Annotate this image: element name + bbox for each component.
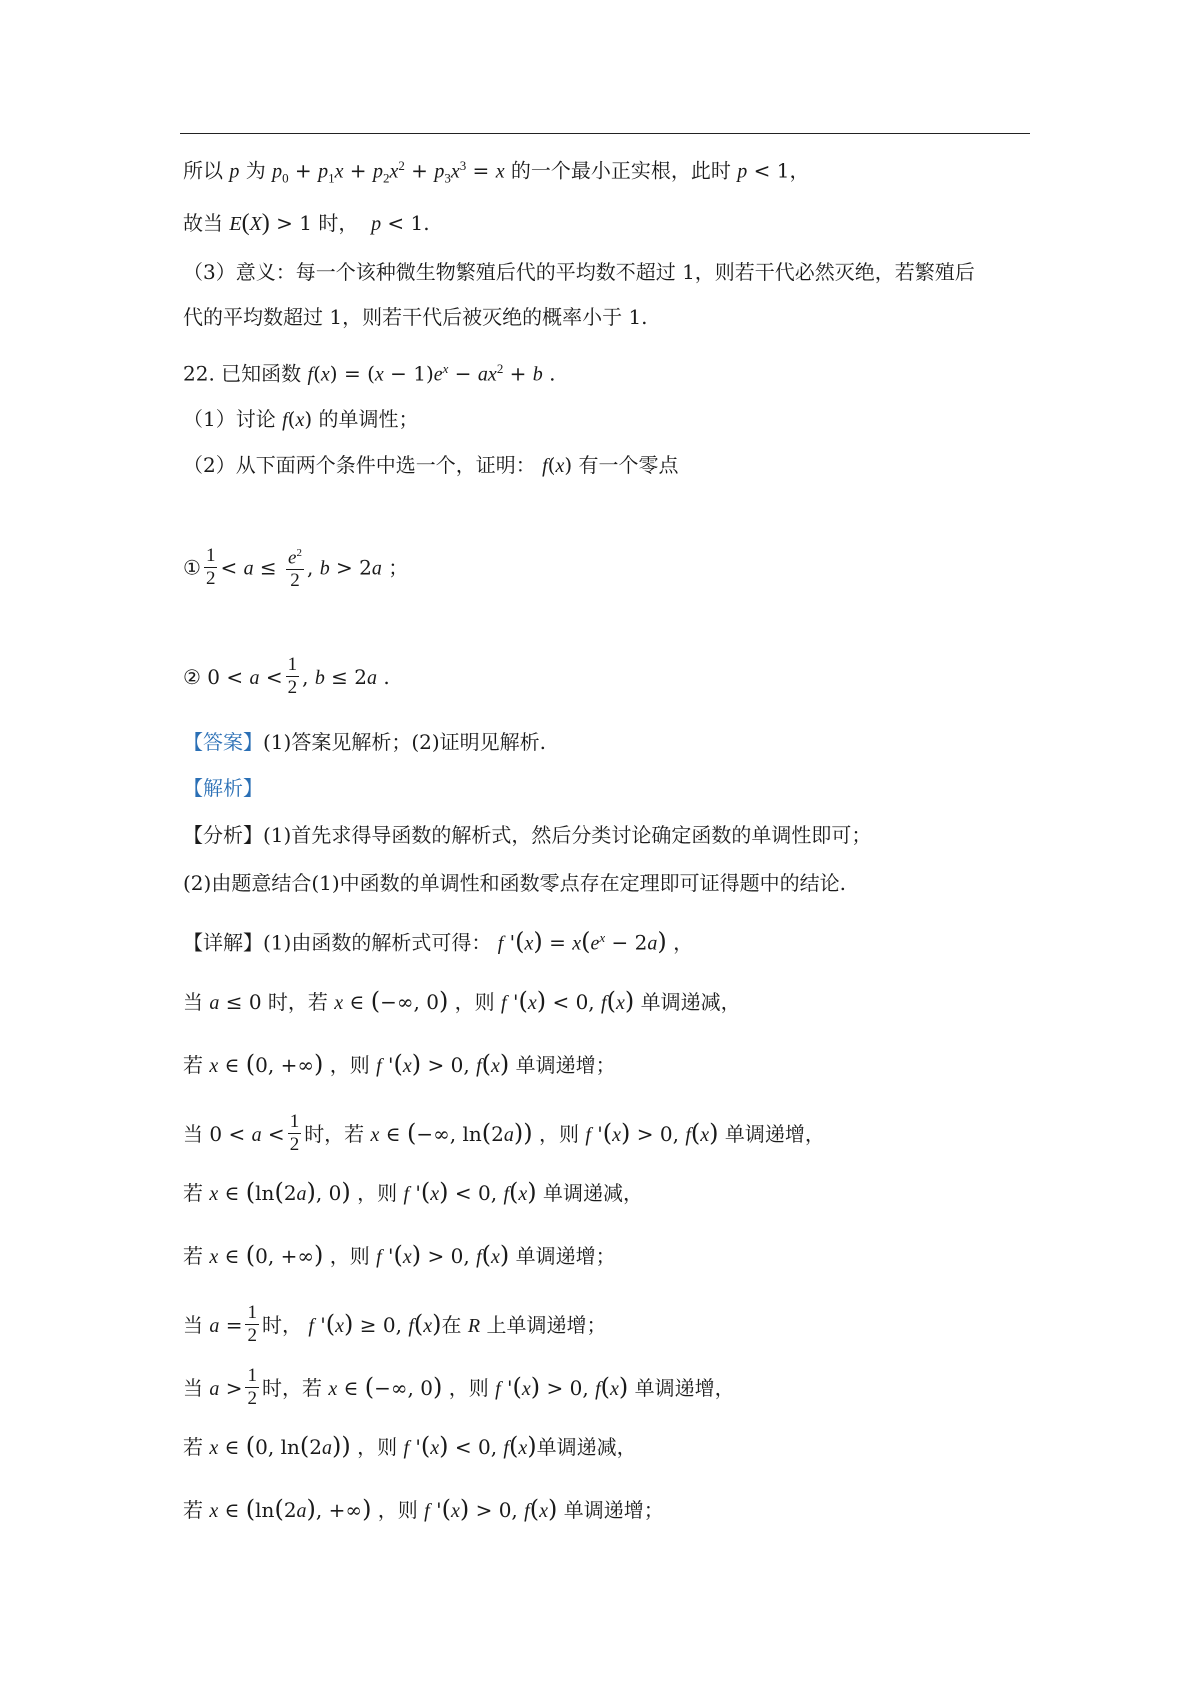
case-a-between-mid: 若 x ∈ (ln(2a), 0) ，则 f '(x) < 0, f(x) 单调递减，: [183, 1178, 644, 1206]
case-a-le-0: 当 a ≤ 0 时，若 x ∈ (−∞, 0) ，则 f '(x) < 0, f(x) 单调递减，: [183, 987, 741, 1015]
case-a-le-0-positive: 若 x ∈ (0, +∞) ，则 f '(x) > 0, f(x) 单调递增；: [183, 1050, 616, 1078]
problem-22-statement: 22. 已知函数 $f(x) = (x - 1)e^x - ax^2 + b$ .: [183, 361, 556, 386]
case-a-between-positive: 若 x ∈ (0, +∞) ，则 f '(x) > 0, f(x) 单调递增；: [183, 1241, 616, 1269]
text-line-13: (2)由题意结合(1)中函数的单调性和函数零点存在定理即可证得题中的结论.: [183, 871, 847, 895]
answer-text: (1)答案见解析；(2)证明见解析.: [263, 730, 547, 754]
case-a-between: 当 0 < a < $\frac{1}{2}$ 时，若 x ∈ (−∞, ln(2a)) ，则 f '(x) > 0, f(x) 单调递增，: [183, 1111, 825, 1155]
detail-derivative: 【详解】(1)由函数的解析式可得： f '$(x) = x(e^x - 2a)$ ，: [183, 927, 694, 956]
text-line-2: 故当 E(X) > 1 时， p < 1.: [183, 210, 430, 236]
analysis-heading: [183, 774, 263, 802]
case-a-half: 当 a = $\frac{1}{2}$ 时， f '(x) ≥ 0, f(x)在 R 上单调递增；: [183, 1302, 607, 1346]
sub-question-1: （1）讨论 f(x) 的单调性；: [183, 407, 419, 431]
condition-1: ① $\frac{1}{2}$ < a ≤ $\frac{e^2}{2}$ , b > 2a ；: [183, 544, 409, 592]
case-a-gt-half-mid: 若 x ∈ (0, ln(2a)) ，则 f '(x) < 0, f(x)单调递减，: [183, 1432, 637, 1460]
text-line-12: 【分析】(1)首先求得导函数的解析式，然后分类讨论确定函数的单调性即可；: [183, 823, 872, 847]
case-a-gt-half: 当 a > $\frac{1}{2}$ 时，若 x ∈ (−∞, 0) ，则 f '(x) > 0, f(x) 单调递增，: [183, 1365, 735, 1409]
case-a-gt-half-positive: 若 x ∈ (ln(2a), +∞) ，则 f '(x) > 0, f(x) 单调递增；: [183, 1495, 664, 1523]
answer-tag: 【答案】: [183, 730, 263, 754]
text-line-1: 所以 p 为 $p_0 + p_1x + p_2x^2 + p_3x^3 = x$ 的一个最小正实根，此时 p < 1，: [183, 158, 810, 186]
condition-2: ② 0 < a < $\frac{1}{2}$ , b ≤ 2a .: [183, 654, 390, 698]
header-rule: [180, 133, 1030, 134]
text-line-3: （3）意义：每一个该种微生物繁殖后代的平均数不超过 1，则若干代必然灭绝，若繁殖后: [183, 260, 975, 284]
answer-line: [183, 728, 546, 756]
text-line-4: 代的平均数超过 1，则若干代后被灭绝的概率小于 1.: [183, 305, 648, 329]
sub-question-2: （2）从下面两个条件中选一个，证明： f(x) 有一个零点: [183, 453, 679, 477]
analysis-tag: 【解析】: [183, 776, 263, 800]
